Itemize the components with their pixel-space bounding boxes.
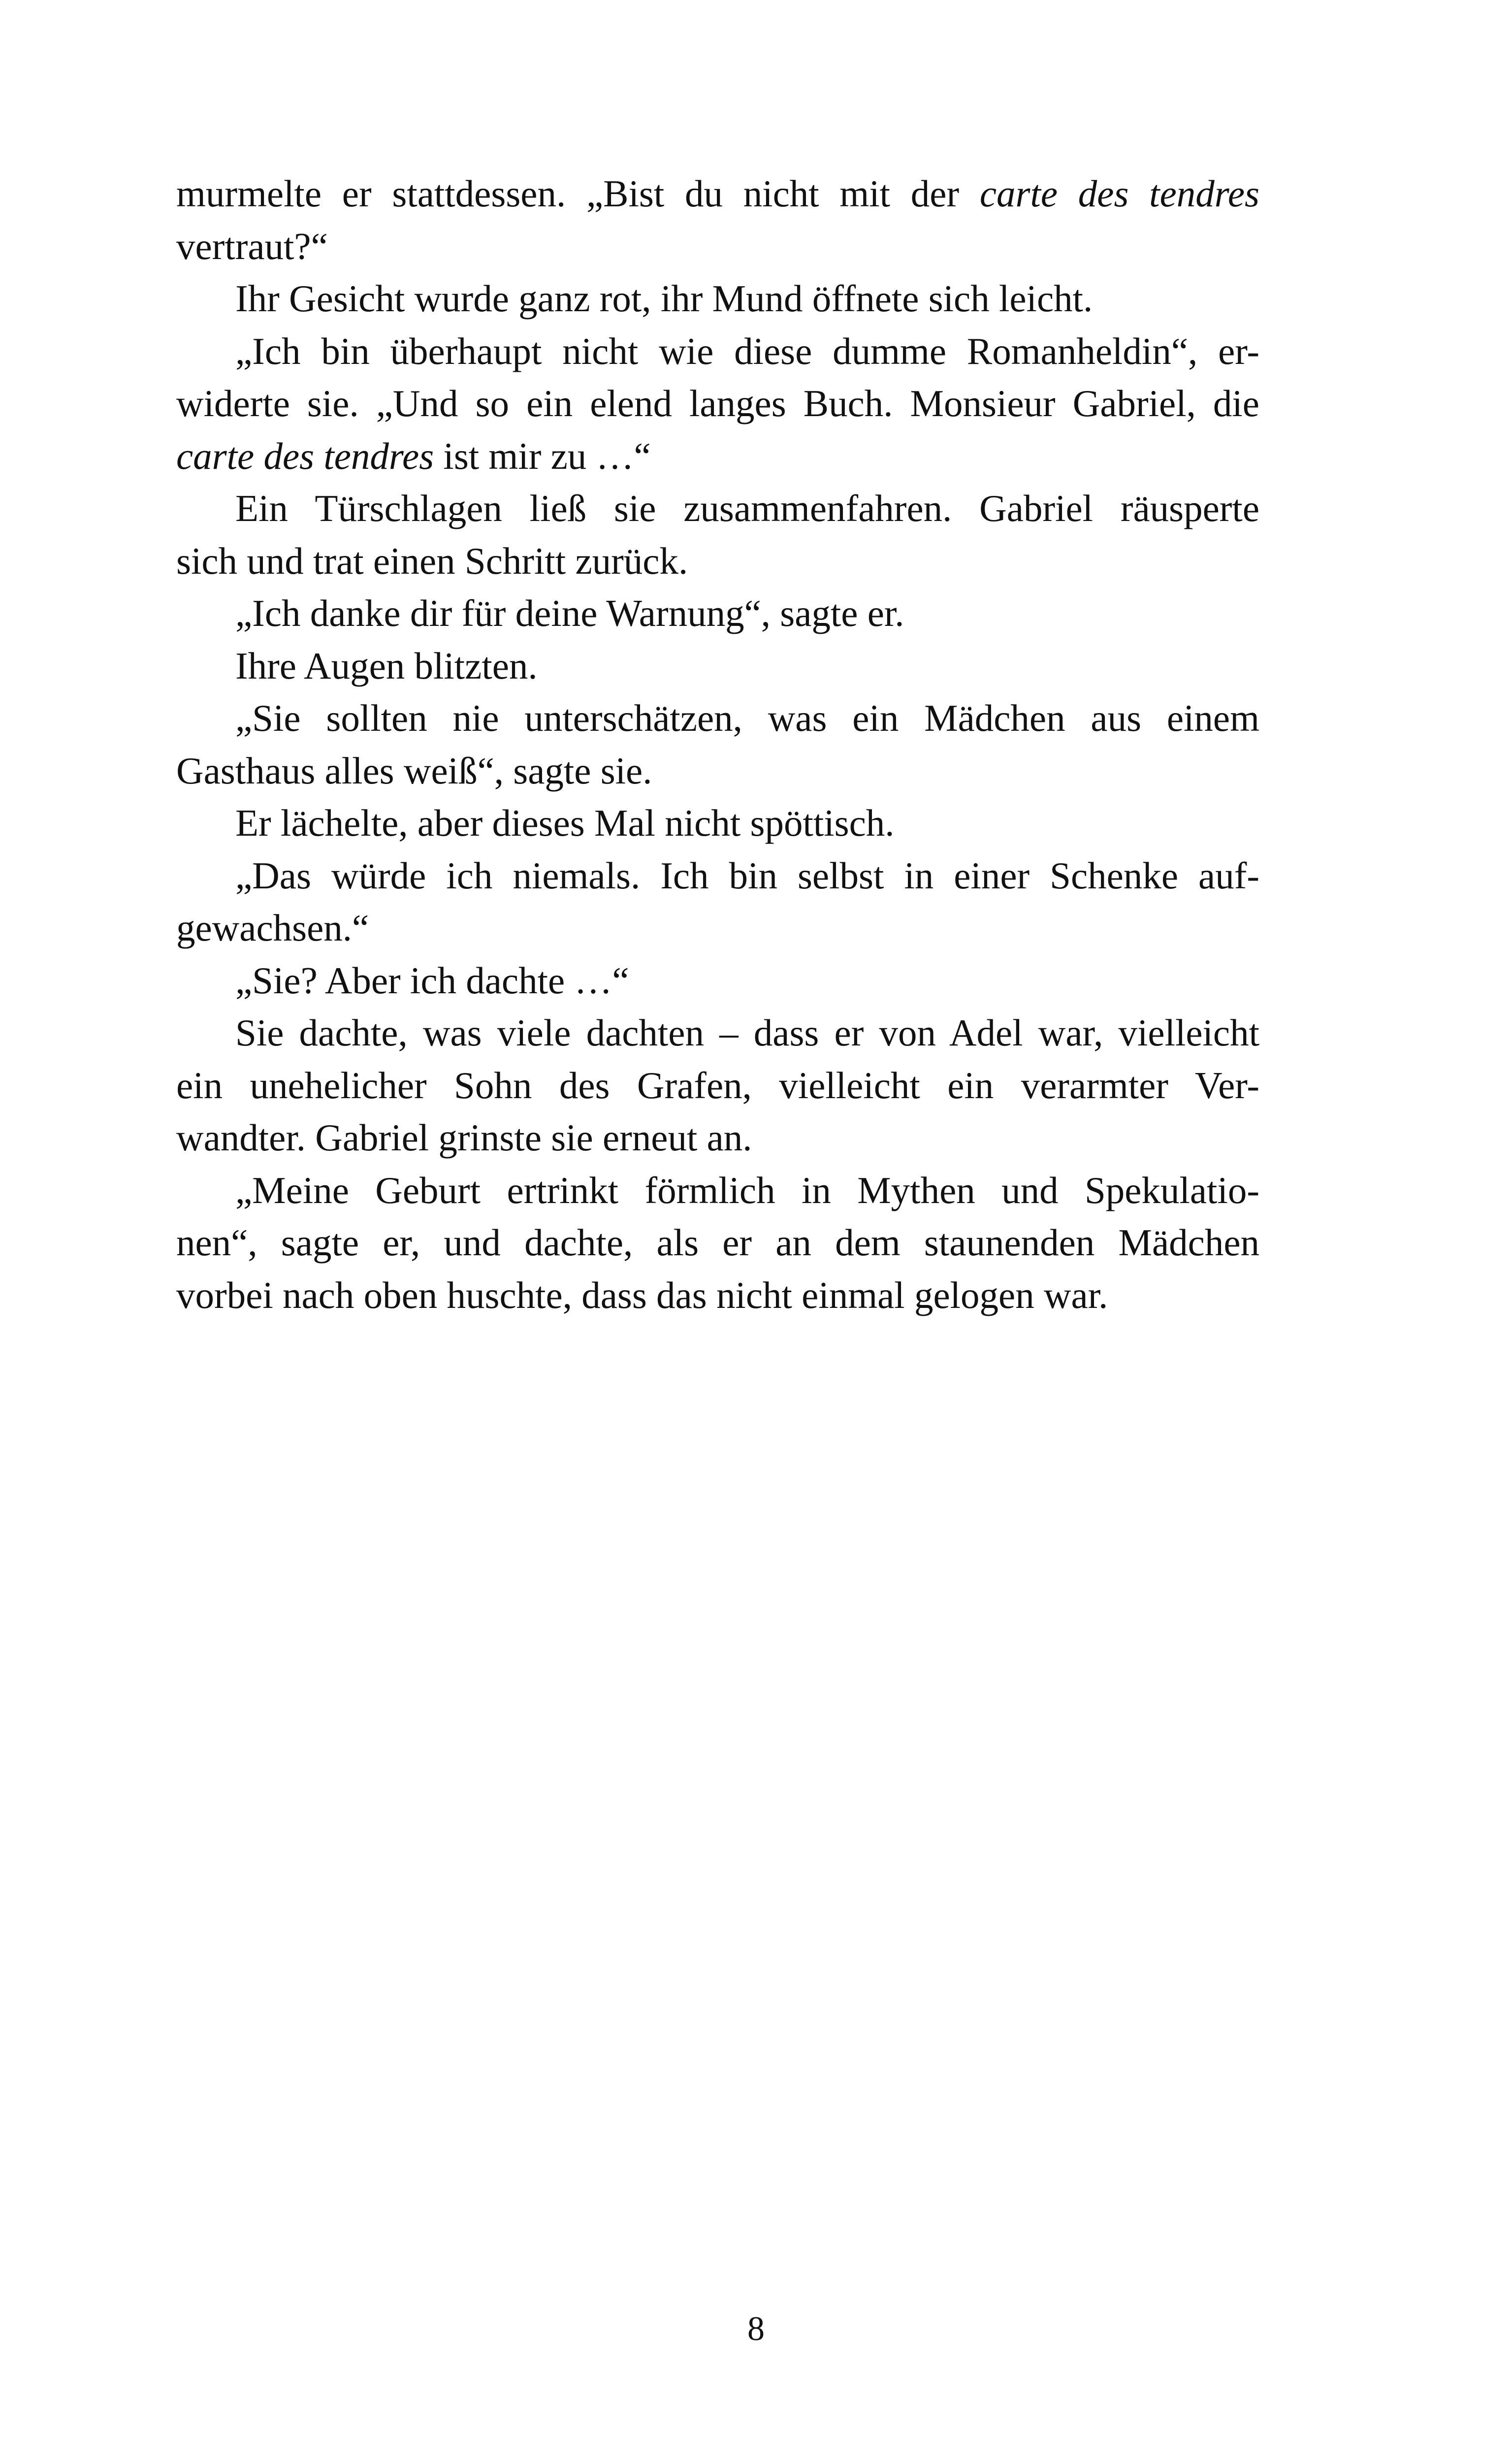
text-run: Gasthaus alles weiß“, sagte sie. [176,749,652,792]
text-line [176,535,1259,587]
text-run: vorbei nach oben huschte, dass das nicht einmal gelogen war. [176,1273,1108,1316]
text-line [176,640,1259,692]
text-run: nen“, sagte er, und dachte, als er an dem staunenden Mädchen [176,1221,1259,1264]
text-line [176,745,1259,797]
text-run: sich und trat einen Schritt zurück. [176,539,688,582]
text-line [176,430,1259,483]
text-line [176,1216,1259,1269]
text-run: „Sie? Aber ich dachte …“ [235,959,629,1002]
text-line [176,1111,1259,1164]
text-line [176,272,1259,325]
text-run: murmelte er stattdessen. „Bist du nicht mit der [176,172,980,215]
text-run: Ein Türschlagen ließ sie zusammenfahren. Gabriel räusperte [235,487,1259,529]
text-line [176,377,1259,430]
text-line [176,482,1259,535]
body-text [176,167,1259,1321]
text-line [176,1059,1259,1112]
text-run: vertraut?“ [176,225,328,267]
text-line [176,902,1259,954]
text-run: Sie dachte, was viele dachten – dass er von Adel war, vielleicht [235,1011,1259,1054]
text-line [176,797,1259,849]
text-run: „Sie sollten nie unterschätzen, was ein Mädchen aus einem [235,697,1259,739]
page-number: 8 [747,2310,765,2348]
text-run: Ihre Augen blitzten. [235,644,538,687]
text-run: „Ich danke dir für deine Warnung“, sagte er. [235,592,904,634]
text-line [176,1164,1259,1217]
text-line [176,167,1259,220]
text-run: ein unehelicher Sohn des Grafen, vielleicht ein verarmter Ver- [176,1064,1259,1107]
text-line [176,849,1259,902]
text-line [176,325,1259,378]
italic-text: carte des tendres [979,172,1259,215]
text-run: Ihr Gesicht wurde ganz rot, ihr Mund öffnete sich leicht. [235,277,1093,320]
italic-text: carte des tendres [176,434,434,477]
text-line [176,954,1259,1007]
text-line [176,587,1259,640]
text-run: ist mir zu …“ [434,434,651,477]
text-run: „Ich bin überhaupt nicht wie diese dumme Romanheldin“, er- [235,329,1259,372]
text-run: gewachsen.“ [176,907,369,949]
text-line [176,220,1259,273]
text-run: wandter. Gabriel grinste sie erneut an. [176,1116,752,1159]
text-run: Er lächelte, aber dieses Mal nicht spöttisch. [235,802,895,844]
text-run: widerte sie. „Und so ein elend langes Buch. Monsieur Gabriel, die [176,382,1259,424]
text-line [176,1269,1259,1322]
text-run: „Meine Geburt ertrinkt förmlich in Mythen und Spekulatio- [235,1169,1259,1211]
text-line [176,1007,1259,1059]
text-line [176,692,1259,745]
text-run: „Das würde ich niemals. Ich bin selbst in einer Schenke auf- [235,854,1259,897]
